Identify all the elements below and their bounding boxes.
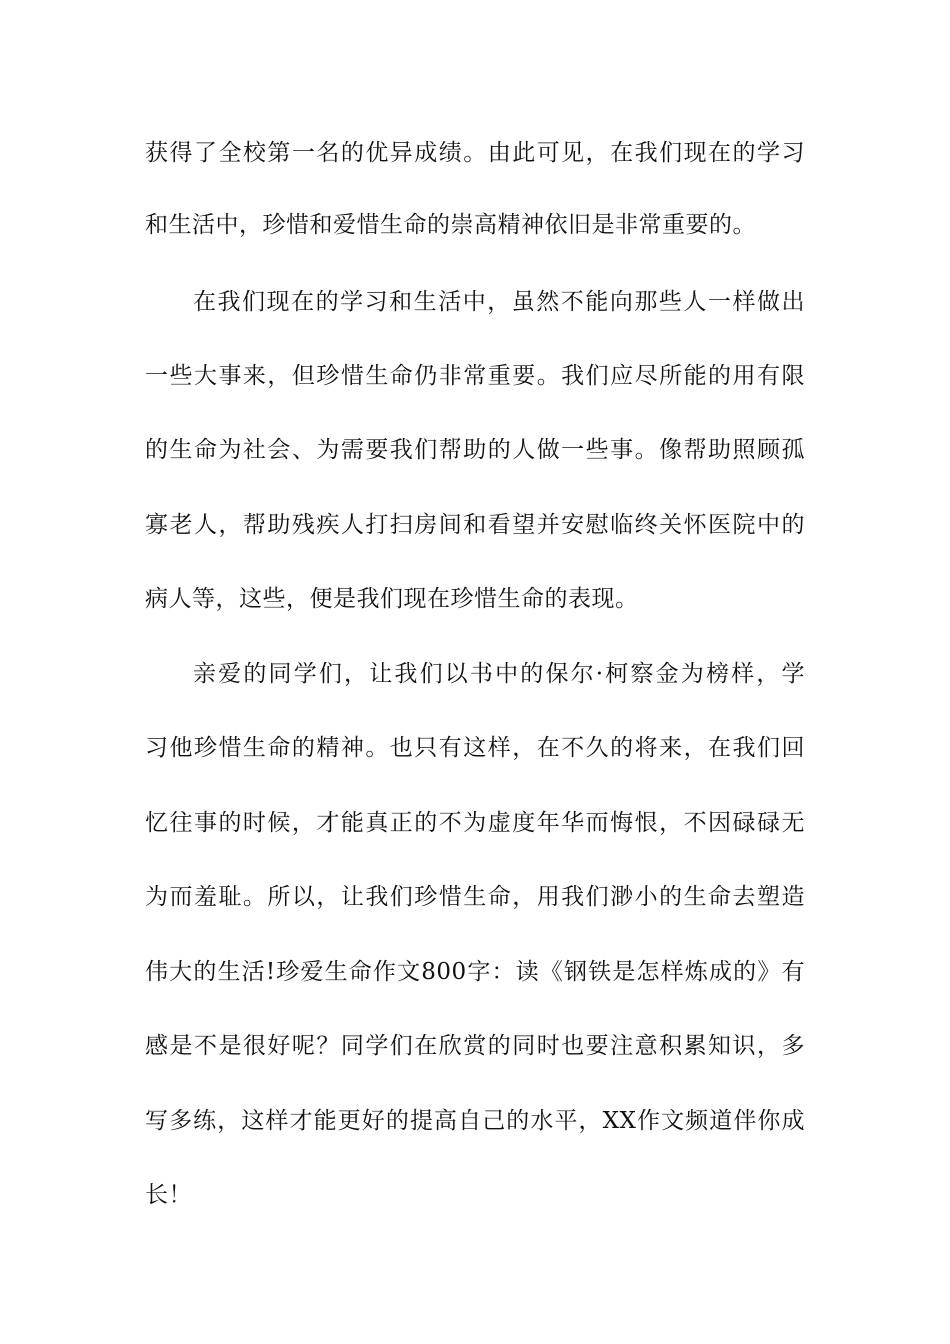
text-line-1: 获得了全校第一名的优异成绩。由此可见，在我们现在的学习 (145, 140, 805, 166)
text-line-13: 感是不是很好呢？同学们在欣赏的同时也要注意积累知识，多 (145, 1033, 805, 1059)
text-line-15: 长！ (145, 1182, 192, 1208)
text-line-4: 一些大事来，但珍惜生命仍非常重要。我们应尽所能的用有限 (145, 363, 805, 389)
text-line-3: 在我们现在的学习和生活中，虽然不能向那些人一样做出 (193, 289, 805, 315)
text-line-2: 和生活中，珍惜和爱惜生命的崇高精神依旧是非常重要的。 (145, 212, 756, 238)
text-line-14: 写多练，这样才能更好的提高自己的水平，XX作文频道伴你成 (145, 1108, 805, 1134)
text-line-8: 亲爱的同学们，让我们以书中的保尔·柯察金为榜样，学 (193, 661, 805, 687)
text-line-11: 为而羞耻。所以，让我们珍惜生命，用我们渺小的生命去塑造 (145, 884, 805, 910)
text-line-10: 忆往事的时候，才能真正的不为虚度年华而悔恨，不因碌碌无 (145, 810, 805, 836)
text-line-7: 病人等，这些，便是我们现在珍惜生命的表现。 (145, 586, 639, 612)
text-line-9: 习他珍惜生命的精神。也只有这样，在不久的将来，在我们回 (145, 735, 805, 761)
text-line-6: 寡老人，帮助残疾人打扫房间和看望并安慰临终关怀医院中的 (145, 512, 805, 538)
text-line-5: 的生命为社会、为需要我们帮助的人做一些事。像帮助照顾孤 (145, 437, 805, 463)
text-line-12: 伟大的生活!珍爱生命作文800字：读《钢铁是怎样炼成的》有 (145, 959, 805, 985)
